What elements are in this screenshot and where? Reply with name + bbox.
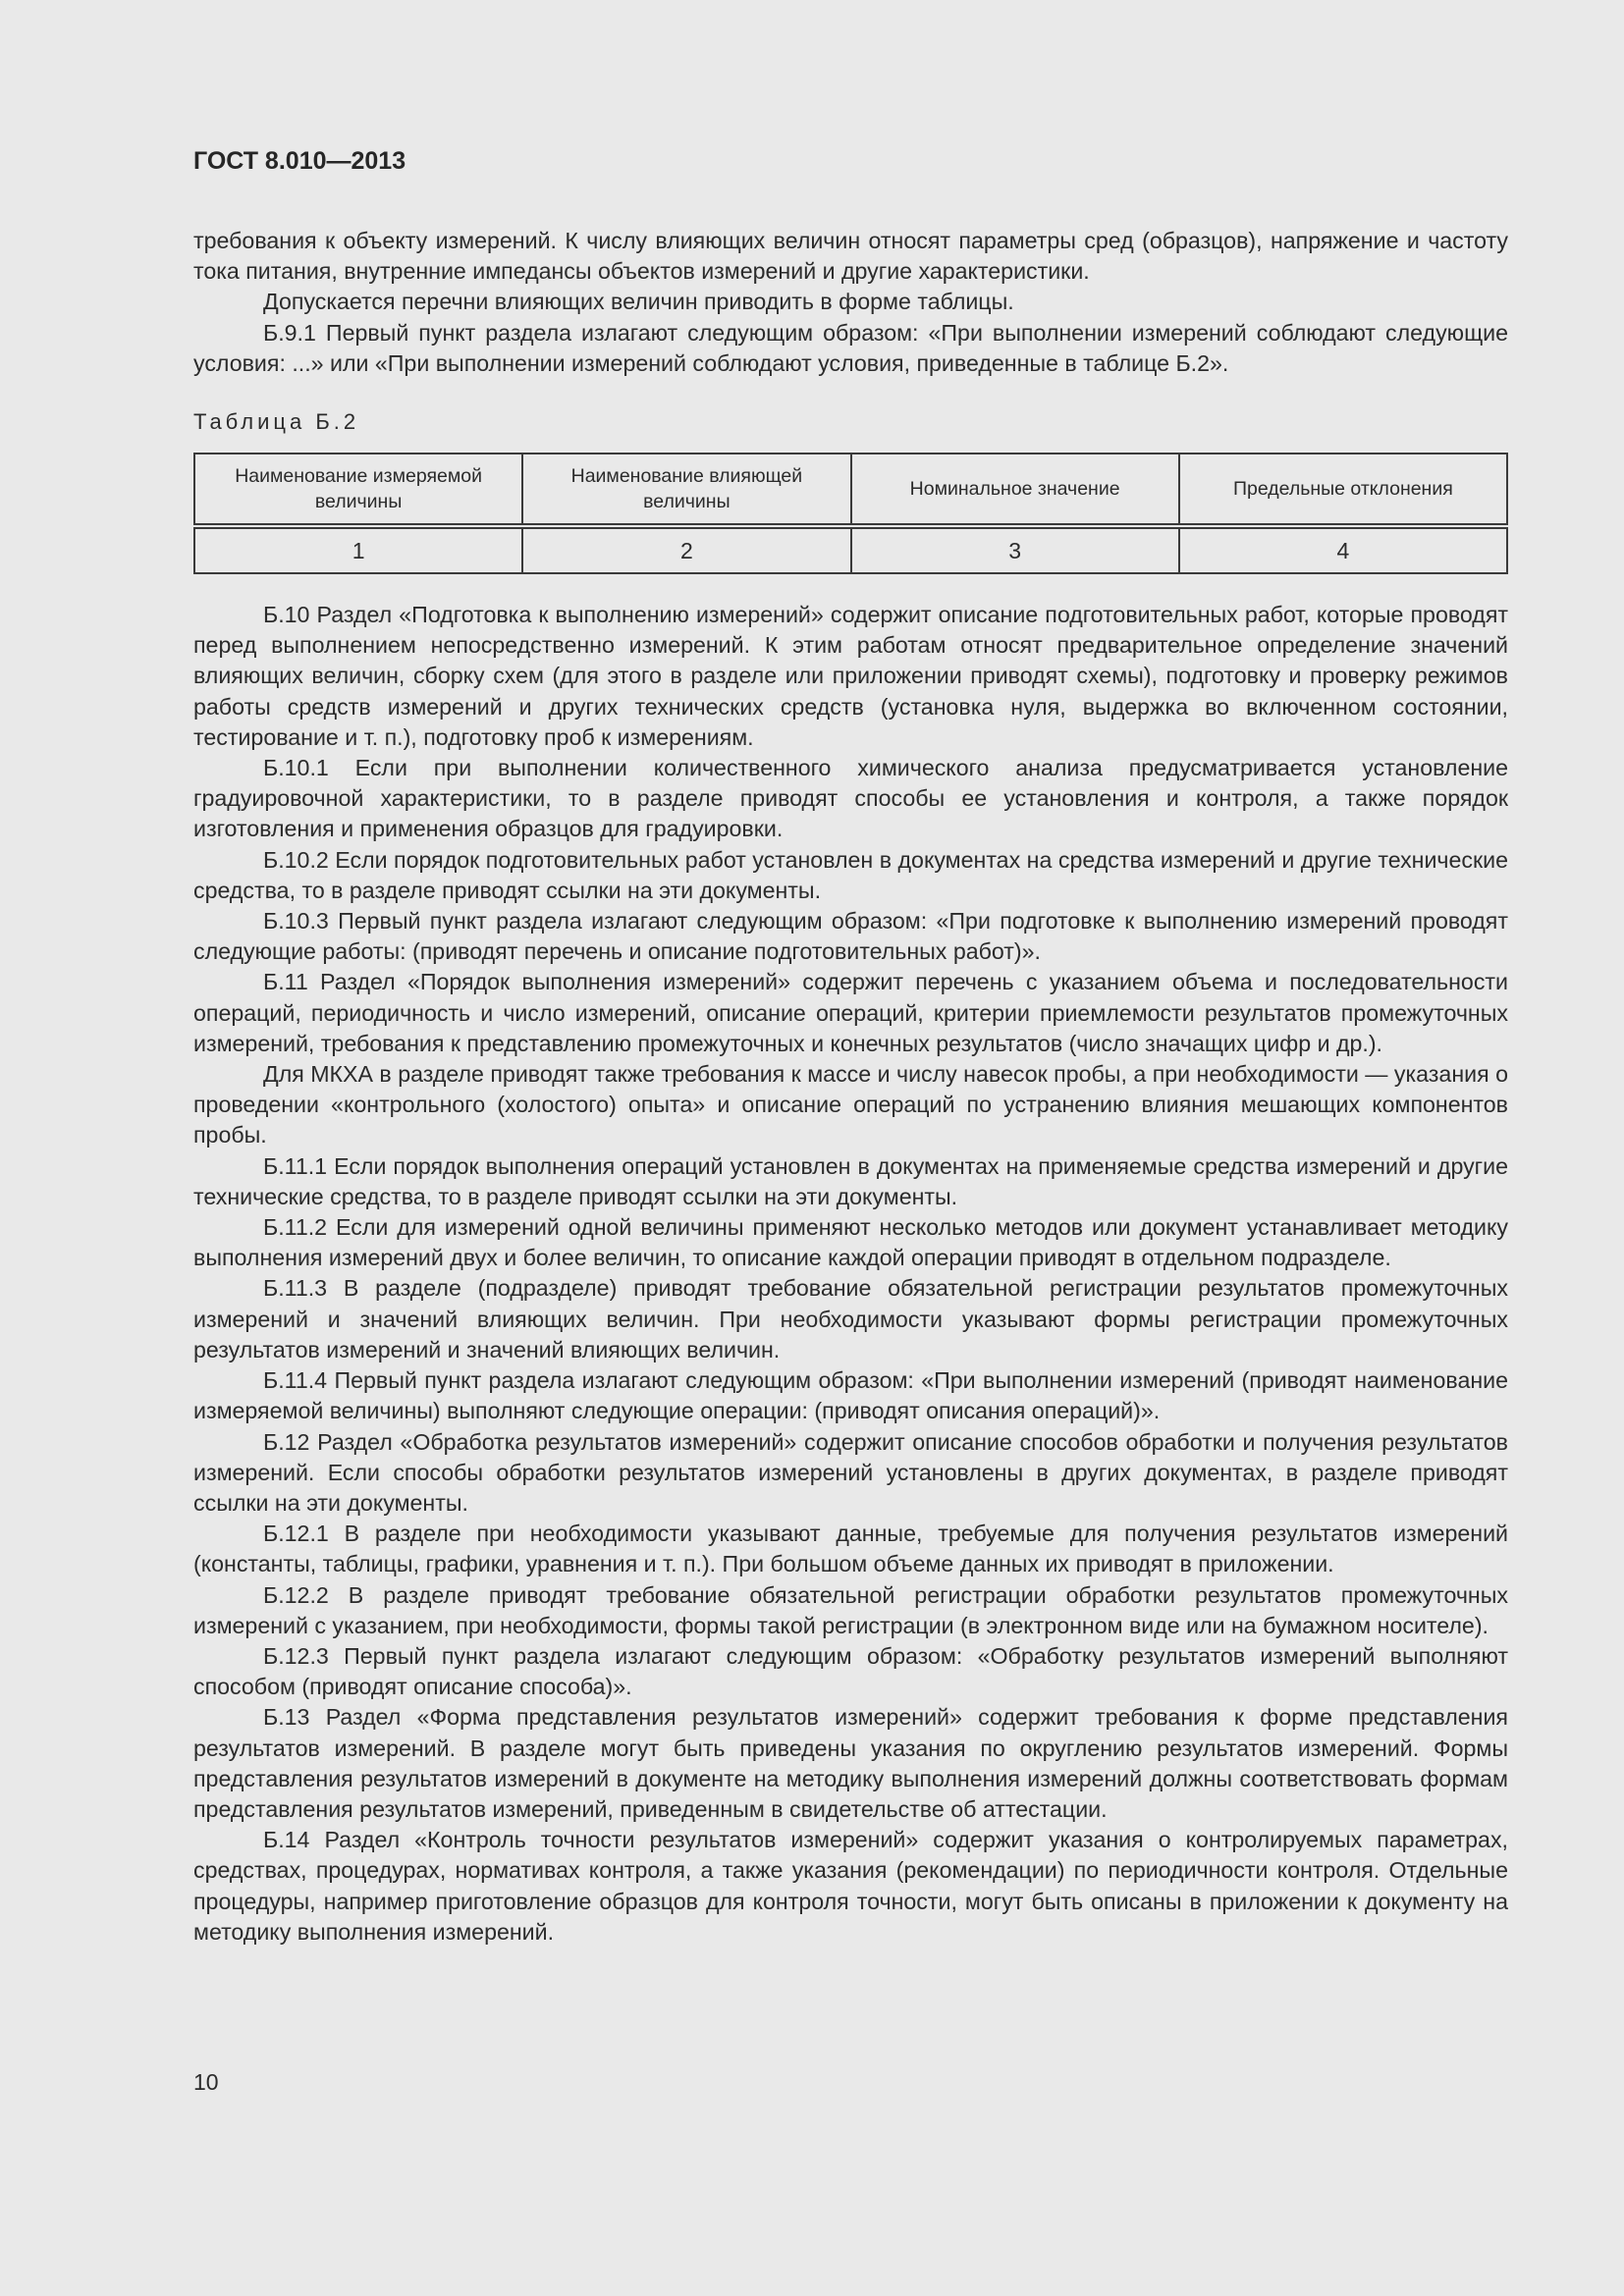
paragraph: Б.11.3 В разделе (подразделе) приводят требование обязательной регистрации результатов промежуточных измерений и значений влияющих величин. При необходимости указывают формы регистрации промежуточных результатов измерений и значений влияющих величин. — [193, 1275, 1508, 1362]
paragraph: Б.12.1 В разделе при необходимости указывают данные, требуемые для получения результатов измерений (константы, таблицы, графики, уравнения и т. п.). При большом объеме данных их приводят в приложении. — [193, 1521, 1508, 1577]
table-header-row — [194, 454, 1507, 526]
paragraph: Б.11 Раздел «Порядок выполнения измерений» содержит перечень с указанием объема и последовательности операций, периодичность и число измерений, описание операций, критерии приемлемости результатов промежуточных измерений, требования к представлению промежуточных и конечных результатов (число значащих цифр и др.). — [193, 969, 1508, 1056]
paragraph: Б.11.2 Если для измерений одной величины применяют несколько методов или документ устанавливает методику выполнения измерений двух и более величин, то описание каждой операции приводят в отдельном подразделе. — [193, 1214, 1508, 1271]
table-cell: 4 — [1179, 526, 1507, 573]
paragraph: Б.11.4 Первый пункт раздела излагают следующим образом: «При выполнении измерений (приводят наименование измеряемой величины) выполняют следующие операции: (приводят описания операций)». — [193, 1367, 1508, 1424]
table-row — [194, 526, 1507, 573]
table-cell: 2 — [522, 526, 850, 573]
table-cell: 3 — [851, 526, 1179, 573]
paragraph: Б.9.1 Первый пункт раздела излагают следующим образом: «При выполнении измерений соблюдают следующие условия: ...» или «При выполнении измерений соблюдают условия, приведенные в таблице Б.2». — [193, 319, 1508, 376]
conditions-table — [193, 453, 1508, 574]
table-header-cell: Номинальное значение — [851, 454, 1179, 526]
document-body — [193, 226, 1508, 1948]
paragraph: Б.12.3 Первый пункт раздела излагают следующим образом: «Обработку результатов измерений выполняют способом (приводят описание способа)». — [193, 1642, 1508, 1700]
table-header-cell: Наименование измеряемой величины — [194, 454, 522, 526]
table-caption: Таблица Б.2 — [193, 409, 360, 435]
table-cell: 1 — [194, 526, 522, 573]
paragraph: Для МКХА в разделе приводят также требования к массе и числу навесок пробы, а при необходимости — указания о проведении «контрольного (холостого) опыта» и описание операций по устранению влияния мешающих компонентов пробы. — [193, 1061, 1508, 1148]
paragraph: Б.14 Раздел «Контроль точности результатов измерений» содержит указания о контролируемых параметрах, средствах, процедурах, нормативах контроля, а также указания (рекомендации) по периодичности контроля. Отдельные процедуры, например приготовление образцов для контроля точности, могут быть описаны в приложении к документу на методику выполнения измерений. — [193, 1827, 1508, 1945]
document-header: ГОСТ 8.010—2013 — [193, 147, 406, 175]
paragraph: Б.13 Раздел «Форма представления результатов измерений» содержит требования к форме представления результатов измерений. В разделе могут быть приведены указания по округлению результатов измерений. Формы представления результатов измерений в документе на методику выполнения измерений должны соответствовать формам представления результатов измерений, приведенным в свидетельстве об аттестации. — [193, 1704, 1508, 1822]
paragraph: Допускается перечни влияющих величин приводить в форме таблицы. — [263, 289, 1014, 315]
paragraph: Б.10.1 Если при выполнении количественного химического анализа предусматривается установление градуировочной характеристики, то в разделе приводят способы ее установления и контроля, а также порядок изготовления и применения образцов для градуировки. — [193, 755, 1508, 842]
paragraph: Б.11.1 Если порядок выполнения операций установлен в документах на применяемые средства измерений и другие технические средства, то в разделе приводят ссылки на эти документы. — [193, 1152, 1508, 1209]
paragraph: Б.10.3 Первый пункт раздела излагают следующим образом: «При подготовке к выполнению измерений проводят следующие работы: (приводят перечень и описание подготовительных работ)». — [193, 908, 1508, 965]
paragraph: требования к объекту измерений. К числу влияющих величин относят параметры сред (образцов), напряжение и частоту тока питания, внутренние импедансы объектов измерений и другие характеристики. — [193, 228, 1508, 285]
page-number: 10 — [193, 2069, 219, 2095]
paragraph: Б.10 Раздел «Подготовка к выполнению измерений» содержит описание подготовительных работ, которые проводят перед выполнением непосредственно измерений. К этим работам относят предварительное определение значений влияющих величин, сборку схем (для этого в разделе или приложении приводят схемы), подготовку и проверку режимов работы средств измерений и других технических средств (установка нуля, выдержка во включенном состоянии, тестирование и т. п.), подготовку проб к измерениям. — [193, 602, 1508, 750]
table-header-cell: Предельные отклонения — [1179, 454, 1507, 526]
paragraph: Б.10.2 Если порядок подготовительных работ установлен в документах на средства измерений и другие технические средства, то в разделе приводят ссылки на эти документы. — [193, 846, 1508, 903]
paragraph: Б.12 Раздел «Обработка результатов измерений» содержит описание способов обработки и получения результатов измерений. Если способы обработки результатов измерений установлены в других документах, в разделе приводят ссылки на эти документы. — [193, 1428, 1508, 1516]
table-header-cell: Наименование влияющей величины — [522, 454, 850, 526]
paragraph: Б.12.2 В разделе приводят требование обязательной регистрации обработки результатов промежуточных измерений с указанием, при необходимости, формы такой регистрации (в электронном виде или на бумажном носителе). — [193, 1581, 1508, 1638]
